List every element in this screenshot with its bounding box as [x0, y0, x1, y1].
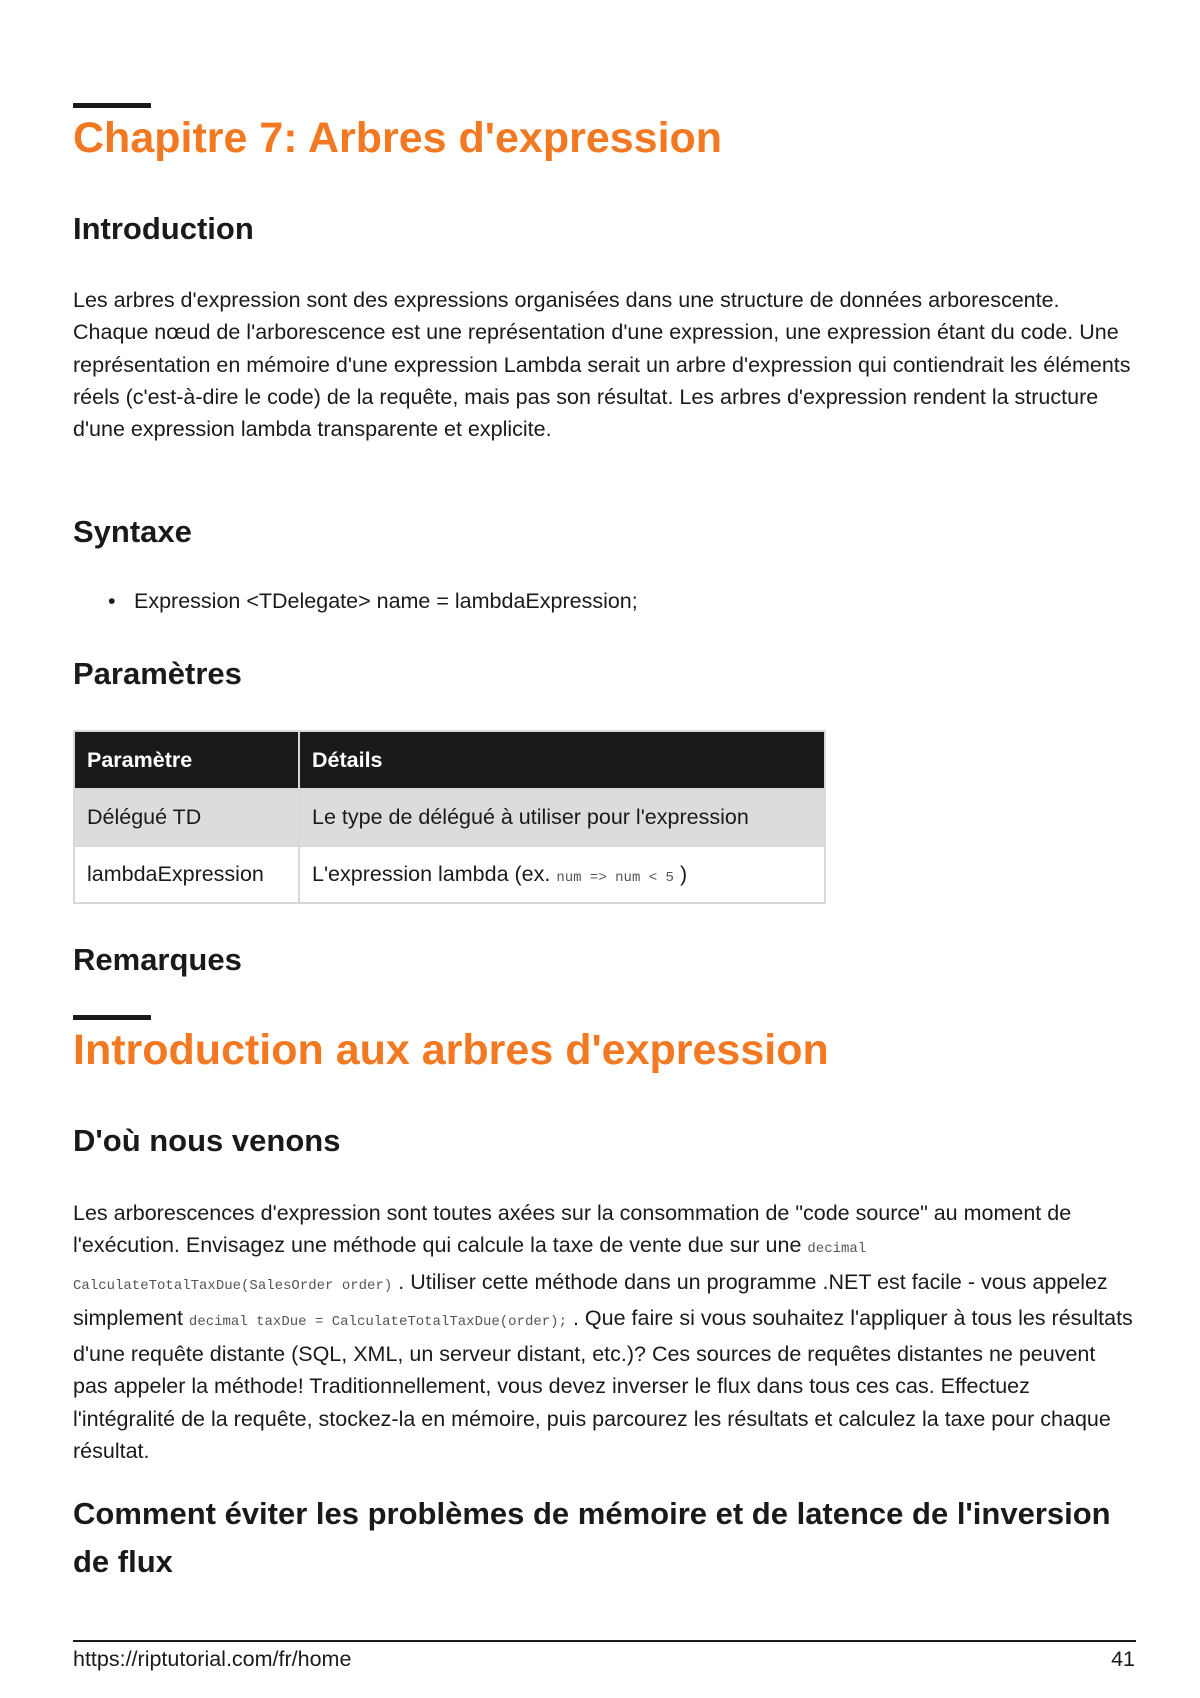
origin-text-2: . Utiliser cette méthode dans un programme .NET est facile - vous appelez simplement	[73, 1269, 1108, 1330]
introduction-heading: Introduction	[73, 211, 254, 246]
topic-rule	[73, 1015, 151, 1020]
syntaxe-list-item	[73, 585, 638, 617]
avoid-heading: Comment éviter les problèmes de mémoire et de latence de l'inversion de flux	[73, 1496, 1111, 1579]
bullet-icon: •	[108, 589, 116, 613]
details-suffix: )	[679, 862, 688, 886]
page-number: 41	[1111, 1647, 1135, 1671]
parameters-table	[73, 730, 826, 904]
table-header-parametre: Paramètre	[74, 731, 299, 789]
footer-rule	[73, 1640, 1136, 1642]
chapter-rule	[73, 103, 151, 108]
table-header-row	[74, 731, 825, 789]
origin-paragraph	[73, 1197, 1135, 1467]
table-row	[74, 846, 825, 903]
inline-code: decimal CalculateTotalTaxDue(SalesOrder order)	[73, 1241, 867, 1294]
origin-text-3: . Que faire si vous souhaitez l'appliquer à tous les résultats d'une requête distante (SQL, XML, un serveur distant, etc.)? Ces sources de requêtes distantes ne peuvent pas appeler la méthode! Traditionnellement, vous devez inverser le flux dans tous ces cas. Effectuez l'intégralité de la requête, stockez-la en mémoire, puis parcourez les résultats et calculez la taxe pour chaque résultat.	[73, 1305, 1133, 1464]
chapter-title: Chapitre 7: Arbres d'expression	[73, 114, 723, 162]
table-header-details: Détails	[299, 731, 825, 789]
syntaxe-bullet-text: Expression <TDelegate> name = lambdaExpression;	[134, 589, 638, 613]
table-cell-details: Le type de délégué à utiliser pour l'expression	[299, 789, 825, 846]
table-cell-param: lambdaExpression	[74, 846, 299, 903]
syntaxe-list	[73, 585, 638, 617]
footer-url: https://riptutorial.com/fr/home	[73, 1647, 352, 1671]
table-cell-details	[299, 846, 825, 903]
introduction-paragraph: Les arbres d'expression sont des expressions organisées dans une structure de données arborescente. Chaque nœud de l'arborescence est une représentation d'une expression, une expression étant du code. Une représentation en mémoire d'une expression Lambda serait un arbre d'expression qui contiendrait les éléments réels (c'est-à-dire le code) de la requête, mais pas son résultat. Les arbres d'expression rendent la structure d'une expression lambda transparente et explicite.	[73, 288, 1131, 442]
origin-heading: D'où nous venons	[73, 1123, 341, 1158]
syntaxe-heading: Syntaxe	[73, 514, 192, 549]
table-row	[74, 789, 825, 846]
remarques-heading: Remarques	[73, 942, 242, 977]
inline-code: num => num < 5	[556, 870, 674, 886]
table-cell-param: Délégué TD	[74, 789, 299, 846]
inline-code: decimal taxDue = CalculateTotalTaxDue(order);	[188, 1313, 567, 1330]
parametres-heading: Paramètres	[73, 656, 242, 691]
origin-text-1: Les arborescences d'expression sont toutes axées sur la consommation de "code source" au moment de l'exécution. Envisagez une méthode qui calcule la taxe de vente due sur une	[73, 1201, 1072, 1258]
topic-title: Introduction aux arbres d'expression	[73, 1026, 829, 1074]
details-prefix: L'expression lambda (ex.	[312, 862, 551, 886]
